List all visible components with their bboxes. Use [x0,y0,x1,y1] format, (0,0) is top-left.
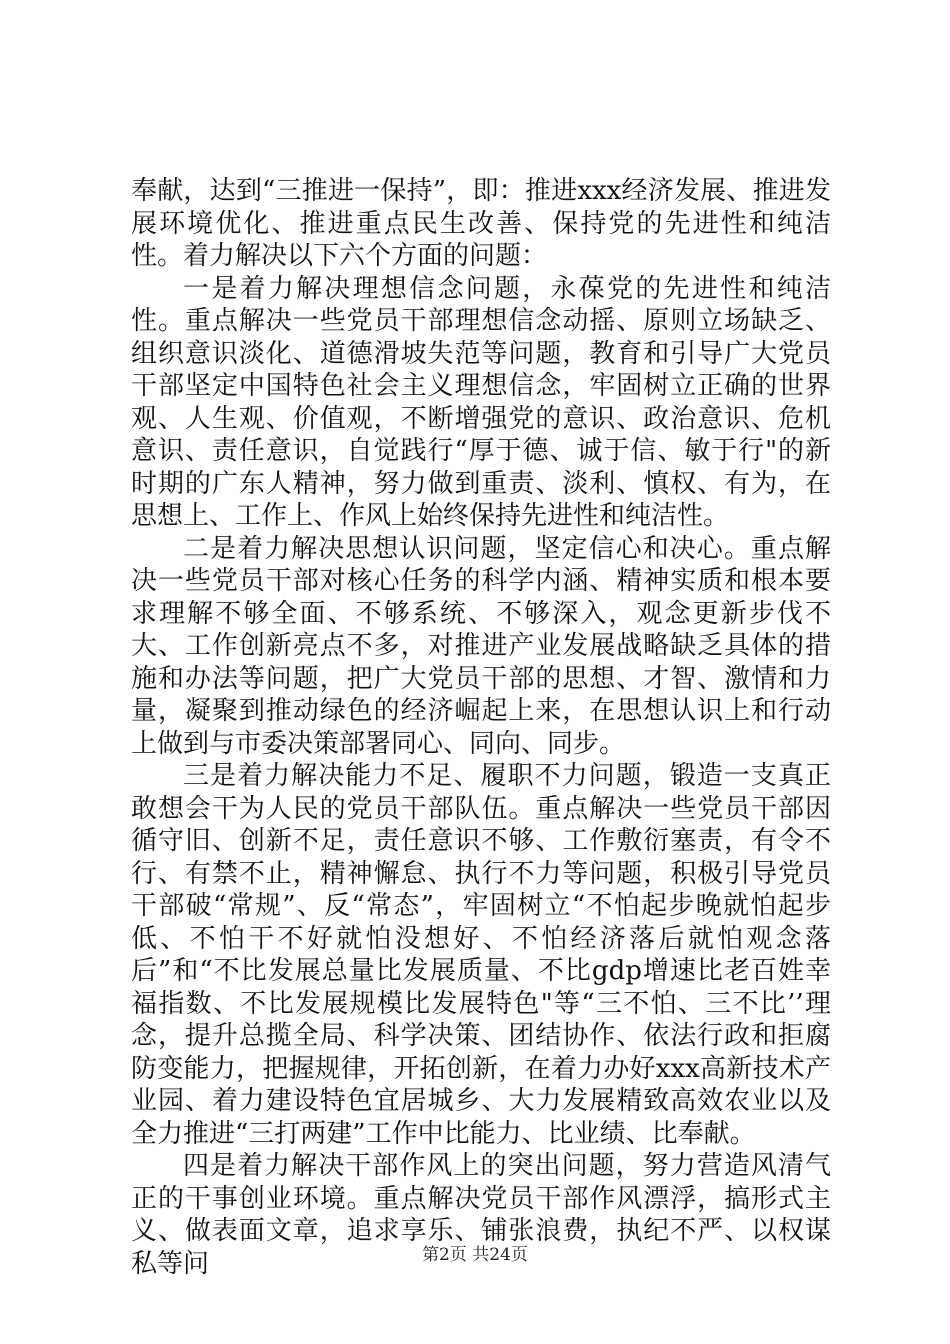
paragraph-continuation: 奉献，达到“三推进一保持”，即：推进xxx经济发展、推进发展环境优化、推进重点民生改善、保持党的先进性和纯洁性。着力解决以下六个方面的问题： [131,176,831,271]
paragraph-point-four: 四是着力解决干部作风上的突出问题，努力营造风清气正的干事创业环境。重点解决党员干部作风漂浮，搞形式主义、做表面文章，追求享乐、铺张浪费，执纪不严、以权谋私等问 [131,1151,831,1279]
paragraph-point-one: 一是着力解决理想信念问题，永葆党的先进性和纯洁性。重点解决一些党员干部理想信念动摇、原则立场缺乏、组织意识淡化、道德滑坡失范等问题，教育和引导广大党员干部坚定中国特色社会主义理想信念，牢固树立正确的世界观、人生观、价值观，不断增强党的意识、政治意识、危机意识、责任意识，自觉践行“厚于德、诚于信、敏于行"的新时期的广东人精神，努力做到重责、淡利、慎权、有为，在思想上、工作上、作风上始终保持先进性和纯洁性。 [131,273,831,531]
paragraph-point-two: 二是着力解决思想认识问题，坚定信心和决心。重点解决一些党员干部对核心任务的科学内涵、精神实质和根本要求理解不够全面、不够系统、不够深入，观念更新步伐不大、工作创新亮点不多，对推进产业发展战略缺乏具体的措施和办法等问题，把广大党员干部的思想、才智、激情和力量，凝聚到推动绿色的经济崛起上来，在思想认识上和行动上做到与市委决策部署同心、同向、同步。 [131,533,831,759]
document-body [131,175,831,1280]
paragraph-point-three: 三是着力解决能力不足、履职不力问题，锻造一支真正敢想会干为人民的党员干部队伍。重点解决一些党员干部因循守旧、创新不足，责任意识不够、工作敷衍塞责，有令不行、有禁不止，精神懈怠、执行不力等问题，积极引导党员干部破“常规”、反“常态”，牢固树立“不怕起步晚就怕起步低、不怕干不好就怕没想好、不怕经济落后就怕观念落后”和“不比发展总量比发展质量、不比gdp增速比老百姓幸福指数、不比发展规模比发展特色"等“三不怕、三不比’’理念，提升总揽全局、科学决策、团结协作、依法行政和拒腐防变能力，把握规律，开拓创新，在着力办好xxx高新技术产业园、着力建设特色宜居城乡、大力发展精致高效农业以及全力推进“三打两建”工作中比能力、比业绩、比奉献。 [131,761,831,1149]
page-footer: 第2页 共24页 [422,1245,528,1265]
